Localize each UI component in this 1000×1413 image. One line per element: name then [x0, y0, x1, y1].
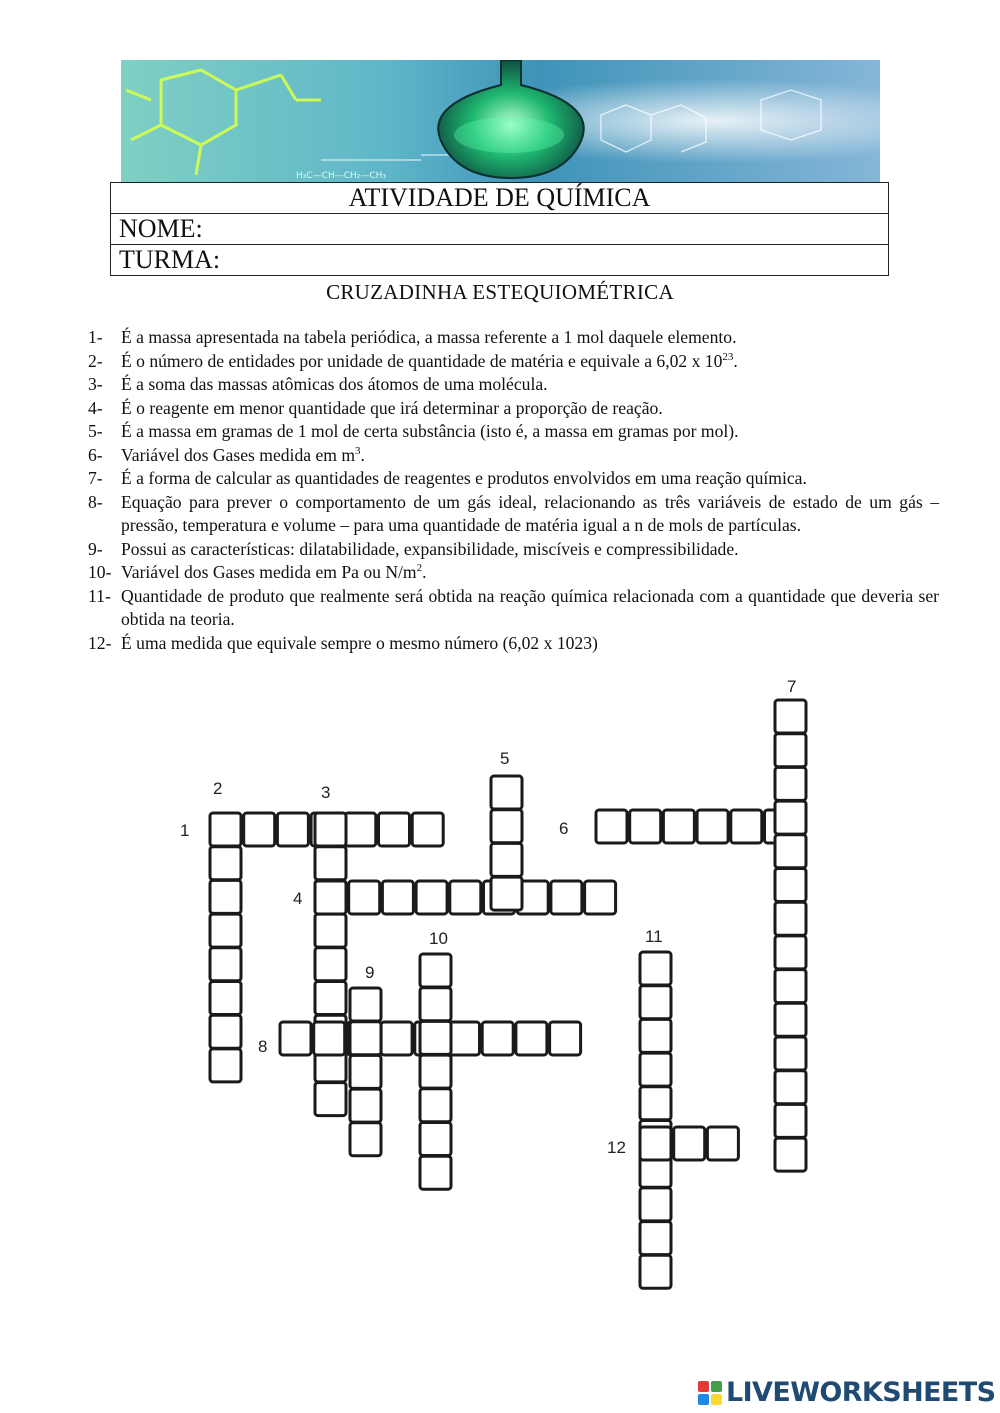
crossword-cell-7-13[interactable] [775, 1104, 806, 1137]
clue-number: 3- [88, 374, 103, 394]
logo-text: LIVEWORKSHEETS [726, 1377, 996, 1408]
crossword-cell-6-2[interactable] [630, 810, 661, 843]
crossword-cell-5-3[interactable] [491, 843, 522, 876]
crossword-label-3: 3 [321, 783, 331, 802]
clue-text-main: É a soma das massas atômicas dos átomos de uma molécula. [121, 374, 548, 394]
crossword-cell-7-11[interactable] [775, 1037, 806, 1070]
crossword-cell-3-9[interactable] [315, 1083, 346, 1116]
crossword-cell-11-2[interactable] [640, 986, 671, 1019]
crossword-cell-7-9[interactable] [775, 970, 806, 1003]
crossword-cell-11-8[interactable] [640, 1188, 671, 1221]
clue-text-main: É a massa em gramas de 1 mol de certa substância (isto é, a massa em gramas por mol). [121, 421, 739, 441]
crossword-cell-7-5[interactable] [775, 835, 806, 868]
clue-exponent: 2 [416, 562, 423, 575]
crossword-cell-7-7[interactable] [775, 902, 806, 935]
clue-number: 6- [88, 444, 103, 465]
crossword-cell-7-6[interactable] [775, 869, 806, 902]
crossword-cell-9-1[interactable] [350, 988, 381, 1021]
crossword-cell-8-8[interactable] [516, 1022, 547, 1055]
crossword-cell-7-3[interactable] [775, 767, 806, 800]
crossword-cell-1-6[interactable] [379, 813, 410, 846]
crossword-cell-10-4[interactable] [420, 1055, 451, 1088]
crossword-cell-4-3[interactable] [382, 881, 413, 914]
clue-number: 4- [88, 397, 103, 418]
crossword-cell-1-1[interactable] [210, 813, 241, 846]
crossword-cell-10-3[interactable] [420, 1021, 451, 1054]
activity-title: ATIVIDADE DE QUÍMICA [111, 183, 889, 214]
clue-text-main: Possui as características: dilatabilidade, expansibilidade, miscíveis e compressibilidade. [121, 538, 739, 559]
name-field[interactable]: NOME: [111, 214, 889, 245]
crossword-cell-3-2[interactable] [315, 847, 346, 880]
crossword-cell-8-9[interactable] [550, 1022, 581, 1055]
crossword-cell-6-1[interactable] [596, 810, 627, 843]
crossword-cell-1-5[interactable] [345, 813, 376, 846]
crossword-cell-5-4[interactable] [491, 877, 522, 910]
crossword-cell-7-4[interactable] [775, 801, 806, 834]
crossword-cell-2-7[interactable] [210, 1015, 241, 1048]
crossword-cell-11-9[interactable] [640, 1222, 671, 1255]
crossword-cell-2-4[interactable] [210, 914, 241, 947]
clue-number: 1- [88, 327, 103, 347]
crossword-cell-11-3[interactable] [640, 1019, 671, 1052]
clue-exponent: 3 [355, 444, 361, 457]
crossword-label-10: 10 [429, 929, 448, 948]
crossword-cell-2-5[interactable] [210, 948, 241, 981]
crossword-cell-5-1[interactable] [491, 776, 522, 809]
crossword-cell-7-2[interactable] [775, 734, 806, 767]
crossword-cell-4-8[interactable] [551, 881, 582, 914]
crossword-cell-9-4[interactable] [350, 1089, 381, 1122]
crossword-cell-4-1[interactable] [315, 881, 346, 914]
crossword-cell-9-2[interactable] [350, 1022, 381, 1055]
clue-exponent: 23 [722, 350, 734, 363]
clue-text-main: É o reagente em menor quantidade que irá determinar a proporção de reação. [121, 397, 663, 418]
clue-text-end: . [422, 562, 427, 582]
crossword-cell-6-5[interactable] [731, 810, 762, 843]
clue-text-main: É a massa apresentada na tabela periódica, a massa referente a 1 mol daquele elemento. [121, 327, 737, 347]
crossword-cell-2-8[interactable] [210, 1049, 241, 1082]
crossword-cell-4-5[interactable] [450, 881, 481, 914]
crossword-cell-12-3[interactable] [707, 1127, 738, 1160]
crossword-cell-7-14[interactable] [775, 1138, 806, 1171]
crossword-label-6: 6 [559, 819, 569, 838]
clue-text-main: É a forma de calcular as quantidades de reagentes e produtos envolvidos em uma reação química. [121, 468, 807, 488]
crossword-label-9: 9 [365, 963, 375, 982]
crossword-cell-3-4[interactable] [315, 914, 346, 947]
crossword-cell-10-1[interactable] [420, 954, 451, 987]
crossword-cell-9-3[interactable] [350, 1055, 381, 1088]
logo-mark-icon [698, 1381, 722, 1405]
crossword-cell-5-2[interactable] [491, 810, 522, 843]
crossword-cell-10-5[interactable] [420, 1089, 451, 1122]
crossword-cell-1-7[interactable] [412, 813, 443, 846]
crossword-label-4: 4 [293, 889, 303, 908]
crossword-label-5: 5 [500, 749, 510, 768]
crossword-cell-4-9[interactable] [585, 881, 616, 914]
page-subtitle: CRUZADINHA ESTEQUIOMÉTRICA [326, 280, 674, 304]
crossword-cell-6-3[interactable] [663, 810, 694, 843]
crossword-cell-11-10[interactable] [640, 1255, 671, 1288]
crossword-cell-11-4[interactable] [640, 1053, 671, 1086]
clue-text-main: Equação para prever o comportamento de um gás ideal, relacionando as três variáveis de estado de um gás – pressão, temperatura e volume – para uma quantidade de matéria igual a n de mols de partículas. [121, 491, 939, 535]
crossword-cell-9-5[interactable] [350, 1123, 381, 1156]
crossword-cell-2-3[interactable] [210, 880, 241, 913]
clue-text-main: É uma medida que equivale sempre o mesmo número (6,02 x 1023) [121, 632, 598, 653]
clue-text-main: Variável dos Gases medida em m [121, 444, 356, 465]
crossword-cell-2-2[interactable] [210, 847, 241, 880]
crossword-cell-10-2[interactable] [420, 988, 451, 1021]
clue-text-end: . [733, 350, 738, 371]
crossword-cell-12-2[interactable] [674, 1127, 705, 1160]
clue-text-end: . [360, 444, 365, 465]
crossword-cell-8-2[interactable] [314, 1022, 345, 1055]
crossword-cell-1-2[interactable] [244, 813, 275, 846]
crossword-label-1: 1 [180, 821, 190, 840]
liveworksheets-logo [698, 1377, 995, 1408]
crossword-label-8: 8 [258, 1037, 268, 1056]
crossword-label-7: 7 [787, 677, 797, 696]
crossword-cell-1-3[interactable] [277, 813, 308, 846]
crossword-cell-3-5[interactable] [315, 948, 346, 981]
clue-number: 10- [88, 562, 112, 582]
class-field[interactable]: TURMA: [111, 245, 889, 276]
clue-number: 2- [88, 350, 103, 371]
clue-text-main: Quantidade de produto que realmente será obtida na reação química relacionada com a quantidade que deveria ser obtida na teoria. [121, 585, 939, 629]
crossword-cell-10-7[interactable] [420, 1156, 451, 1189]
crossword-cell-8-1[interactable] [280, 1022, 311, 1055]
crossword-cell-8-6[interactable] [449, 1022, 480, 1055]
crossword-label-11: 11 [645, 927, 663, 946]
crossword-cell-8-7[interactable] [482, 1022, 513, 1055]
clue-text-main: É o número de entidades por unidade de quantidade de matéria e equivale a 6,02 x 10 [121, 350, 723, 371]
crossword-cell-4-2[interactable] [349, 881, 380, 914]
crossword-cell-12-1[interactable] [640, 1127, 671, 1160]
crossword-cell-11-1[interactable] [640, 952, 671, 985]
crossword-label-12: 12 [607, 1138, 626, 1157]
crossword-cell-3-1[interactable] [315, 813, 346, 846]
crossword-cell-11-5[interactable] [640, 1087, 671, 1120]
crossword-cell-4-4[interactable] [416, 881, 447, 914]
crossword-cell-7-8[interactable] [775, 936, 806, 969]
crossword-cell-7-1[interactable] [775, 700, 806, 733]
crossword-cell-2-6[interactable] [210, 982, 241, 1015]
clue-text-main: Variável dos Gases medida em Pa ou N/m [121, 562, 417, 582]
crossword-cell-7-10[interactable] [775, 1003, 806, 1036]
crossword-cell-6-4[interactable] [697, 810, 728, 843]
crossword-label-2: 2 [213, 779, 223, 798]
clue-number: 11- [88, 585, 111, 606]
clue-number: 9- [88, 538, 103, 559]
crossword-cell-10-6[interactable] [420, 1123, 451, 1156]
crossword-cell-7-12[interactable] [775, 1071, 806, 1104]
clue-number: 7- [88, 468, 103, 488]
clue-number: 12- [88, 632, 112, 653]
clue-number: 8- [88, 491, 103, 512]
crossword-cell-8-4[interactable] [381, 1022, 412, 1055]
crossword-cell-3-6[interactable] [315, 982, 346, 1015]
clue-number: 5- [88, 421, 103, 441]
svg-text:H₃C—CH—CH₂—CH₃: H₃C—CH—CH₂—CH₃ [296, 171, 387, 181]
